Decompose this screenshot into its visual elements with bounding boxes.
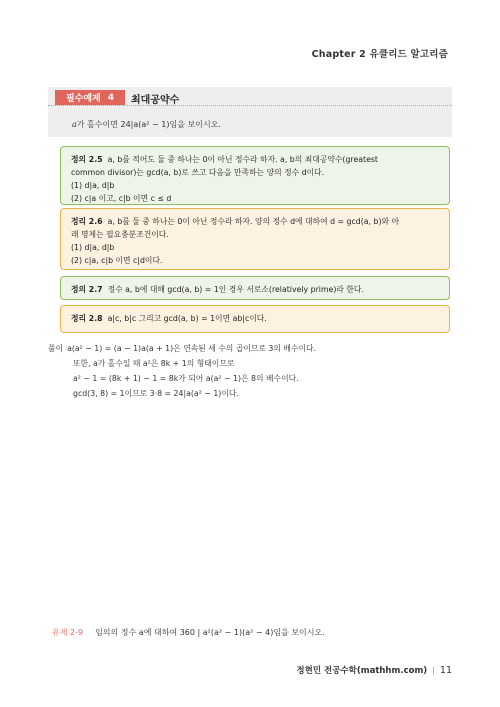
definition-2-5-box bbox=[60, 146, 450, 205]
theorem-line bbox=[71, 312, 439, 325]
theorem-text: a|c, b|c 그리고 gcd(a, b) = 1이면 ab|c이다. bbox=[107, 314, 267, 323]
exercise-2-9 bbox=[52, 627, 325, 638]
theorem-line: (1) d|a, d|b bbox=[71, 243, 115, 252]
solution-text: a(a² − 1) = (a − 1)a(a + 1)은 연속된 세 수의 곱이므로 3의 배수이다. bbox=[67, 344, 317, 353]
theorem-line bbox=[71, 215, 439, 228]
definition-text: a, b를 적어도 둘 중 하나는 0이 아닌 정수라 하자. a, b의 최대공약수(greatest bbox=[107, 155, 378, 164]
example-badge-label: 필수예제 bbox=[65, 94, 101, 104]
solution-block bbox=[48, 341, 458, 401]
problem-statement bbox=[72, 119, 221, 130]
definition-label: 정의 2.5 bbox=[71, 155, 103, 164]
definition-2-7-box bbox=[60, 276, 450, 300]
example-badge-number: 4 bbox=[107, 92, 115, 103]
exercise-text: 임의의 정수 a에 대하여 360 | a²(a² − 1)(a² − 4)임을 보이시오. bbox=[95, 628, 325, 637]
dotted-divider bbox=[48, 105, 452, 106]
theorem-label: 정리 2.6 bbox=[71, 217, 103, 226]
definition-line: (2) c|a 이고, c|b 이면 c ≤ d bbox=[71, 194, 172, 203]
example-title: 최대공약수 bbox=[131, 95, 180, 106]
problem-math: a bbox=[72, 120, 77, 129]
chapter-header: Chapter 2 유클리드 알고리즘 bbox=[311, 49, 448, 60]
solution-line: a² − 1 = (8k + 1) − 1 = 8k가 되어 a(a² − 1)은 8의 배수이다. bbox=[73, 374, 299, 383]
definition-label: 정의 2.7 bbox=[71, 285, 103, 294]
footer-brand: 정현민 전공수학(mathhm.com) bbox=[296, 666, 428, 676]
theorem-label: 정리 2.8 bbox=[71, 314, 103, 323]
solution-line: gcd(3, 8) = 1이므로 3·8 = 24|a(a² − 1)이다. bbox=[73, 389, 239, 398]
theorem-line: (2) c|a, c|b 이면 c|d이다. bbox=[71, 256, 163, 265]
theorem-line: 래 명제는 필요충분조건이다. bbox=[71, 230, 169, 239]
definition-line bbox=[71, 283, 439, 296]
solution-label: 풀이 bbox=[48, 344, 64, 353]
problem-text: 가 홀수이면 24|a(a² − 1)임을 보이시오. bbox=[76, 120, 221, 129]
theorem-2-8-box bbox=[60, 305, 450, 333]
exercise-tag: 유제 2-9 bbox=[52, 628, 84, 637]
definition-line: common divisor)는 gcd(a, b)로 쓰고 다음을 만족하는 양의 정수 d이다. bbox=[71, 168, 325, 177]
definition-line: (1) d|a, d|b bbox=[71, 181, 115, 190]
example-badge bbox=[55, 90, 125, 105]
definition-text: 정수 a, b에 대해 gcd(a, b) = 1인 경우 서로소(relatively prime)라 한다. bbox=[107, 285, 364, 294]
theorem-2-6-box bbox=[60, 208, 450, 270]
theorem-text: a, b를 둘 중 하나는 0이 아닌 정수라 하자. 양의 정수 d에 대하여 d = gcd(a, b)와 아 bbox=[107, 217, 400, 226]
page-footer bbox=[296, 664, 452, 676]
page-number: 11 bbox=[439, 664, 452, 676]
footer-separator: | bbox=[432, 665, 435, 675]
solution-line: 또한, a가 홀수일 때 a²은 8k + 1의 형태이므로 bbox=[73, 359, 235, 368]
solution-line bbox=[48, 341, 458, 356]
definition-line bbox=[71, 153, 439, 166]
